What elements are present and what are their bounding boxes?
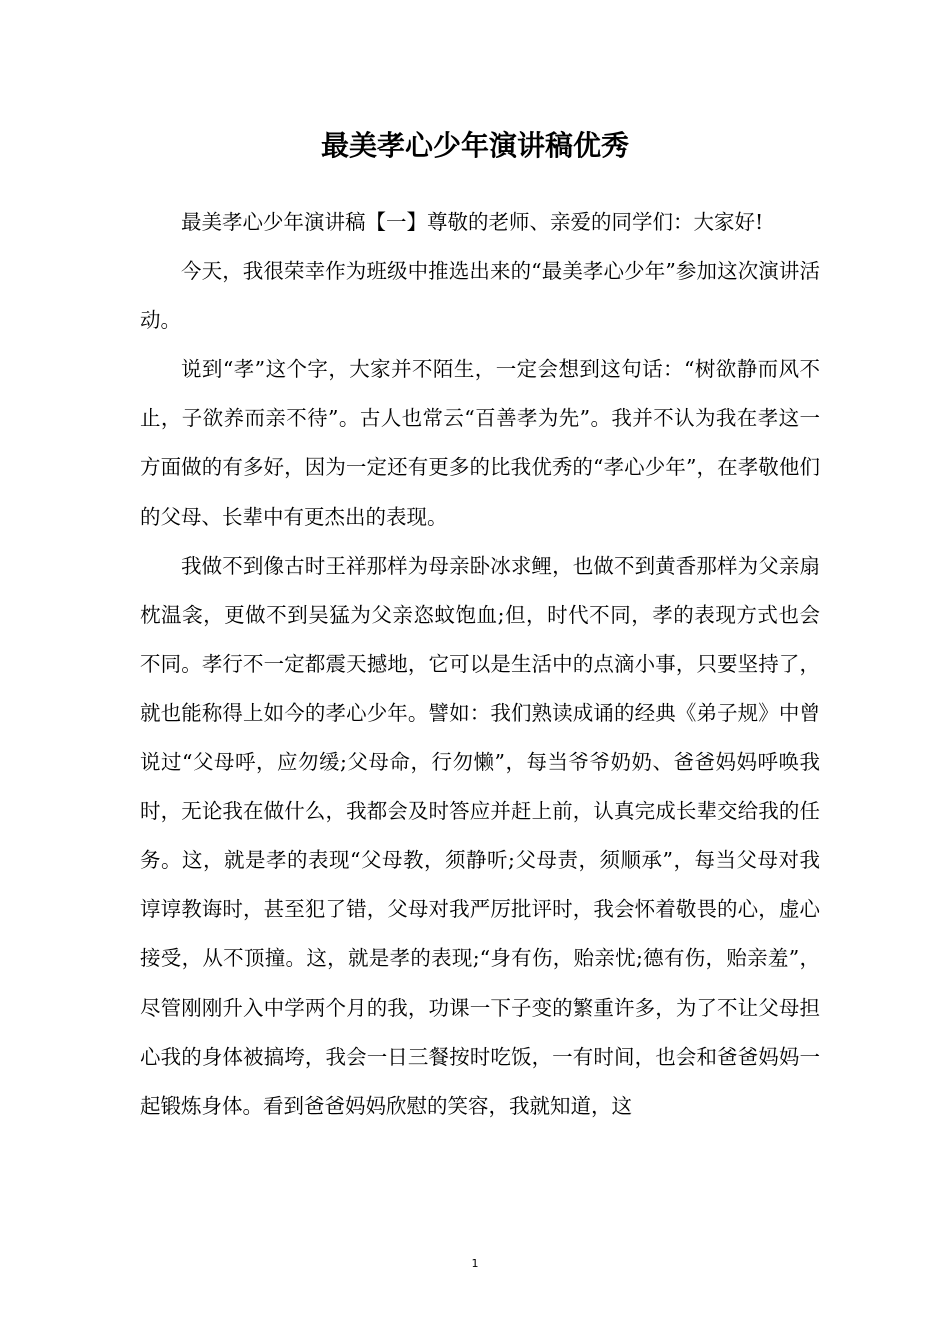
document-title: 最美孝心少年演讲稿优秀 (320, 129, 629, 162)
paragraph-1: 最美孝心少年演讲稿【一】尊敬的老师、亲爱的同学们：大家好! (181, 210, 764, 234)
page-number: 1 (471, 1257, 479, 1270)
paragraph-4: 我做不到像古时王祥那样为母亲卧冰求鲤，也做不到黄香那样为父亲扇枕温衾，更做不到吴猛为父亲恣蚊饱血;但，时代不同，孝的表现方式也会不同。孝行不一定都震天撼地，它可以是生活中的点滴小事，只要坚持了，就也能称得上如今的孝心少年。譬如：我们熟读成诵的经典《弟子规》中曾说过“父母呼，应勿缓;父母命，行勿懒”，每当爷爷奶奶、爸爸妈妈呼唤我时，无论我在做什么，我都会及时答应并赶上前，认真完成长辈交给我的任务。这，就是孝的表现“父母教，须静听;父母责，须顺承”，每当父母对我谆谆教诲时，甚至犯了错，父母对我严厉批评时，我会怀着敬畏的心，虚心接受，从不顶撞。这，就是孝的表现;“身有伤，贻亲忧;德有伤，贻亲羞”，尽管刚刚升入中学两个月的我，功课一下子变的繁重许多，为了不让父母担心我的身体被搞垮，我会一日三餐按时吃饭，一有时间，也会和爸爸妈妈一起锻炼身体。看到爸爸妈妈欣慰的笑容，我就知道，这 (140, 553, 820, 1118)
paragraph-2: 今天，我很荣幸作为班级中推选出来的“最美孝心少年”参加这次演讲活动。 (140, 259, 820, 333)
document-body (140, 198, 820, 1131)
paragraph-3: 说到“孝”这个字，大家并不陌生，一定会想到这句话：“树欲静而风不止，子欲养而亲不待”。古人也常云“百善孝为先”。我并不认为我在孝这一方面做的有多好，因为一定还有更多的比我优秀的“孝心少年”，在孝敬他们的父母、长辈中有更杰出的表现。 (140, 357, 820, 529)
